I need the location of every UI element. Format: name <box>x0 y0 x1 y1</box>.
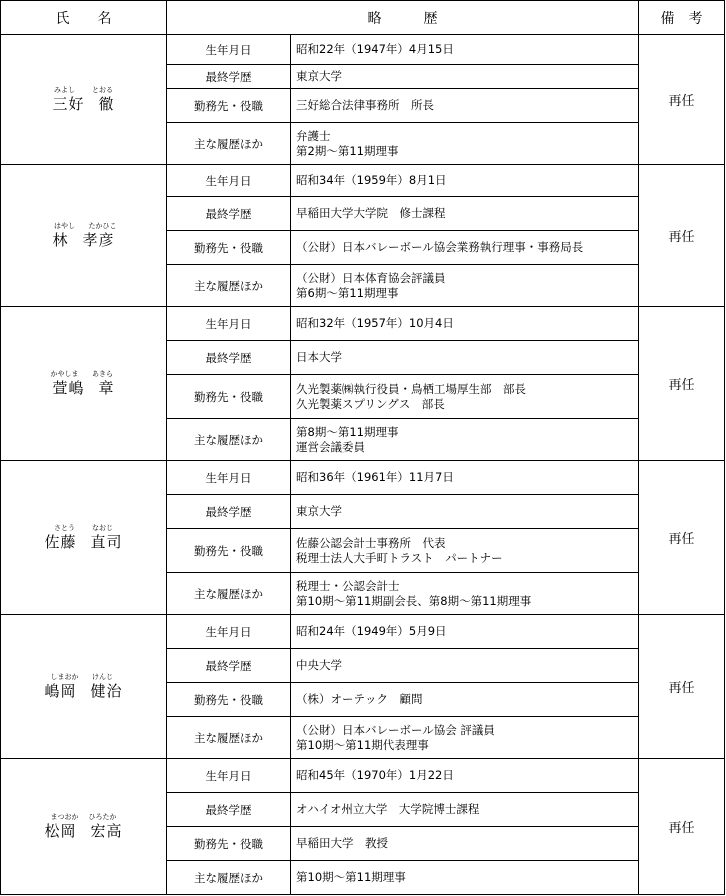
member-note: 再任 <box>639 615 725 759</box>
workplace-line: 早稲田大学 教授 <box>296 836 388 850</box>
field-value-workplace <box>291 89 639 123</box>
furigana-family: しまおか <box>50 673 79 681</box>
field-label-birth: 生年月日 <box>167 165 291 197</box>
furigana-given: たかひこ <box>88 222 117 230</box>
name-given: 宏高 <box>90 822 123 840</box>
member-row <box>1 165 725 197</box>
member-furigana <box>1 222 166 230</box>
field-value-education <box>291 65 639 89</box>
furigana-family: みよし <box>54 86 75 94</box>
career-line: 第8期～第11期理事 <box>296 424 399 439</box>
field-value-workplace <box>291 683 639 717</box>
field-value-birth <box>291 165 639 197</box>
field-label-education: 最終学歴 <box>167 341 291 375</box>
member-row <box>1 307 725 341</box>
workplace-line: 税理士法人大手町トラスト パートナー <box>296 550 503 565</box>
education-line: 早稲田大学大学院 修士課程 <box>296 206 446 220</box>
career-line: （公財）日本体育協会評議員 <box>296 270 446 285</box>
header-history: 略 歴 <box>167 1 639 35</box>
member-row <box>1 615 725 649</box>
field-value-birth <box>291 35 639 65</box>
field-value-career <box>291 123 639 165</box>
career-line: 第6期～第11期理事 <box>296 285 399 300</box>
member-name <box>1 682 166 700</box>
birth-line: 昭和45年（1970年）1月22日 <box>296 768 454 782</box>
name-family: 林 <box>52 231 69 249</box>
field-value-career <box>291 265 639 307</box>
field-label-career: 主な履歴ほか <box>167 573 291 615</box>
field-label-education: 最終学歴 <box>167 649 291 683</box>
career-line: 第2期～第11期理事 <box>296 143 399 158</box>
name-given: 直司 <box>90 533 123 551</box>
member-note: 再任 <box>639 35 725 165</box>
member-name <box>1 95 166 113</box>
furigana-given: あきら <box>92 370 113 378</box>
field-label-workplace: 勤務先・役職 <box>167 827 291 861</box>
furigana-given: けんじ <box>92 673 113 681</box>
member-name-cell <box>1 165 167 307</box>
member-row <box>1 461 725 495</box>
field-value-career <box>291 573 639 615</box>
field-value-career <box>291 861 639 895</box>
birth-line: 昭和22年（1947年）4月15日 <box>296 42 454 56</box>
field-label-education: 最終学歴 <box>167 65 291 89</box>
member-furigana <box>1 673 166 681</box>
birth-line: 昭和34年（1959年）8月1日 <box>296 173 447 187</box>
field-label-career: 主な履歴ほか <box>167 123 291 165</box>
field-value-workplace <box>291 375 639 419</box>
name-given: 孝彦 <box>82 231 115 249</box>
birth-line: 昭和32年（1957年）10月4日 <box>296 316 454 330</box>
education-line: オハイオ州立大学 大学院博士課程 <box>296 802 480 816</box>
field-value-education <box>291 341 639 375</box>
field-label-birth: 生年月日 <box>167 615 291 649</box>
furigana-family: かやしま <box>50 370 79 378</box>
education-line: 中央大学 <box>296 658 342 672</box>
education-line: 東京大学 <box>296 69 342 83</box>
field-label-workplace: 勤務先・役職 <box>167 683 291 717</box>
member-note: 再任 <box>639 165 725 307</box>
member-note: 再任 <box>639 461 725 615</box>
member-furigana <box>1 370 166 378</box>
field-label-workplace: 勤務先・役職 <box>167 529 291 573</box>
field-value-education <box>291 649 639 683</box>
workplace-line: （公財）日本バレーボール協会業務執行理事・事務局長 <box>296 240 584 254</box>
member-name-cell <box>1 759 167 895</box>
field-value-workplace <box>291 529 639 573</box>
field-label-career: 主な履歴ほか <box>167 717 291 759</box>
field-value-birth <box>291 759 639 793</box>
field-label-education: 最終学歴 <box>167 197 291 231</box>
field-value-workplace <box>291 827 639 861</box>
field-label-birth: 生年月日 <box>167 307 291 341</box>
header-row <box>1 1 725 35</box>
career-line: 第10期～第11期理事 <box>296 870 406 884</box>
field-value-birth <box>291 461 639 495</box>
member-name <box>1 379 166 397</box>
career-line: 第10期～第11期代表理事 <box>296 737 429 752</box>
member-furigana <box>1 524 166 532</box>
name-given: 健治 <box>90 682 123 700</box>
field-value-education <box>291 495 639 529</box>
birth-line: 昭和36年（1961年）11月7日 <box>296 470 454 484</box>
furigana-given: なおじ <box>92 524 113 532</box>
workplace-line: （株）オーテック 顧問 <box>296 692 423 706</box>
member-note: 再任 <box>639 307 725 461</box>
education-line: 日本大学 <box>296 350 342 364</box>
furigana-given: とおる <box>92 86 113 94</box>
field-value-career <box>291 717 639 759</box>
workplace-line: 久光製薬㈱執行役員・鳥栖工場厚生部 部長 <box>296 381 526 396</box>
furigana-family: はやし <box>54 222 75 230</box>
member-row <box>1 759 725 793</box>
member-note: 再任 <box>639 759 725 895</box>
name-family: 嶋岡 <box>44 682 77 700</box>
workplace-line: 佐藤公認会計士事務所 代表 <box>296 535 446 550</box>
name-family: 佐藤 <box>44 533 77 551</box>
member-furigana <box>1 86 166 94</box>
furigana-given: ひろたか <box>88 813 117 821</box>
field-value-workplace <box>291 231 639 265</box>
field-label-career: 主な履歴ほか <box>167 419 291 461</box>
name-given: 徹 <box>98 95 115 113</box>
education-line: 東京大学 <box>296 504 342 518</box>
member-name <box>1 822 166 840</box>
field-value-birth <box>291 615 639 649</box>
field-label-workplace: 勤務先・役職 <box>167 375 291 419</box>
field-label-education: 最終学歴 <box>167 793 291 827</box>
name-family: 松岡 <box>44 822 77 840</box>
member-name-cell <box>1 307 167 461</box>
field-label-birth: 生年月日 <box>167 461 291 495</box>
career-line: （公財）日本バレーボール協会 評議員 <box>296 722 495 737</box>
career-line: 第10期～第11期副会長、第8期～第11期理事 <box>296 593 532 608</box>
workplace-line: 久光製薬スプリングス 部長 <box>296 396 445 411</box>
field-value-education <box>291 793 639 827</box>
field-value-education <box>291 197 639 231</box>
field-value-birth <box>291 307 639 341</box>
member-row <box>1 35 725 65</box>
name-family: 萱嶋 <box>52 379 85 397</box>
field-value-career <box>291 419 639 461</box>
header-note: 備 考 <box>639 1 725 35</box>
birth-line: 昭和24年（1949年）5月9日 <box>296 624 447 638</box>
member-name <box>1 231 166 249</box>
header-name: 氏 名 <box>1 1 167 35</box>
field-label-career: 主な履歴ほか <box>167 265 291 307</box>
career-line: 運営会議委員 <box>296 439 365 454</box>
career-line: 税理士・公認会計士 <box>296 578 400 593</box>
member-furigana <box>1 813 166 821</box>
field-label-education: 最終学歴 <box>167 495 291 529</box>
furigana-family: まつおか <box>50 813 79 821</box>
name-given: 章 <box>98 379 115 397</box>
member-name <box>1 533 166 551</box>
field-label-birth: 生年月日 <box>167 759 291 793</box>
member-name-cell <box>1 35 167 165</box>
name-family: 三好 <box>52 95 85 113</box>
field-label-workplace: 勤務先・役職 <box>167 89 291 123</box>
member-name-cell <box>1 615 167 759</box>
field-label-workplace: 勤務先・役職 <box>167 231 291 265</box>
field-label-career: 主な履歴ほか <box>167 861 291 895</box>
field-label-birth: 生年月日 <box>167 35 291 65</box>
workplace-line: 三好総合法律事務所 所長 <box>296 98 434 112</box>
furigana-family: さとう <box>54 524 75 532</box>
career-line: 弁護士 <box>296 128 331 143</box>
member-name-cell <box>1 461 167 615</box>
